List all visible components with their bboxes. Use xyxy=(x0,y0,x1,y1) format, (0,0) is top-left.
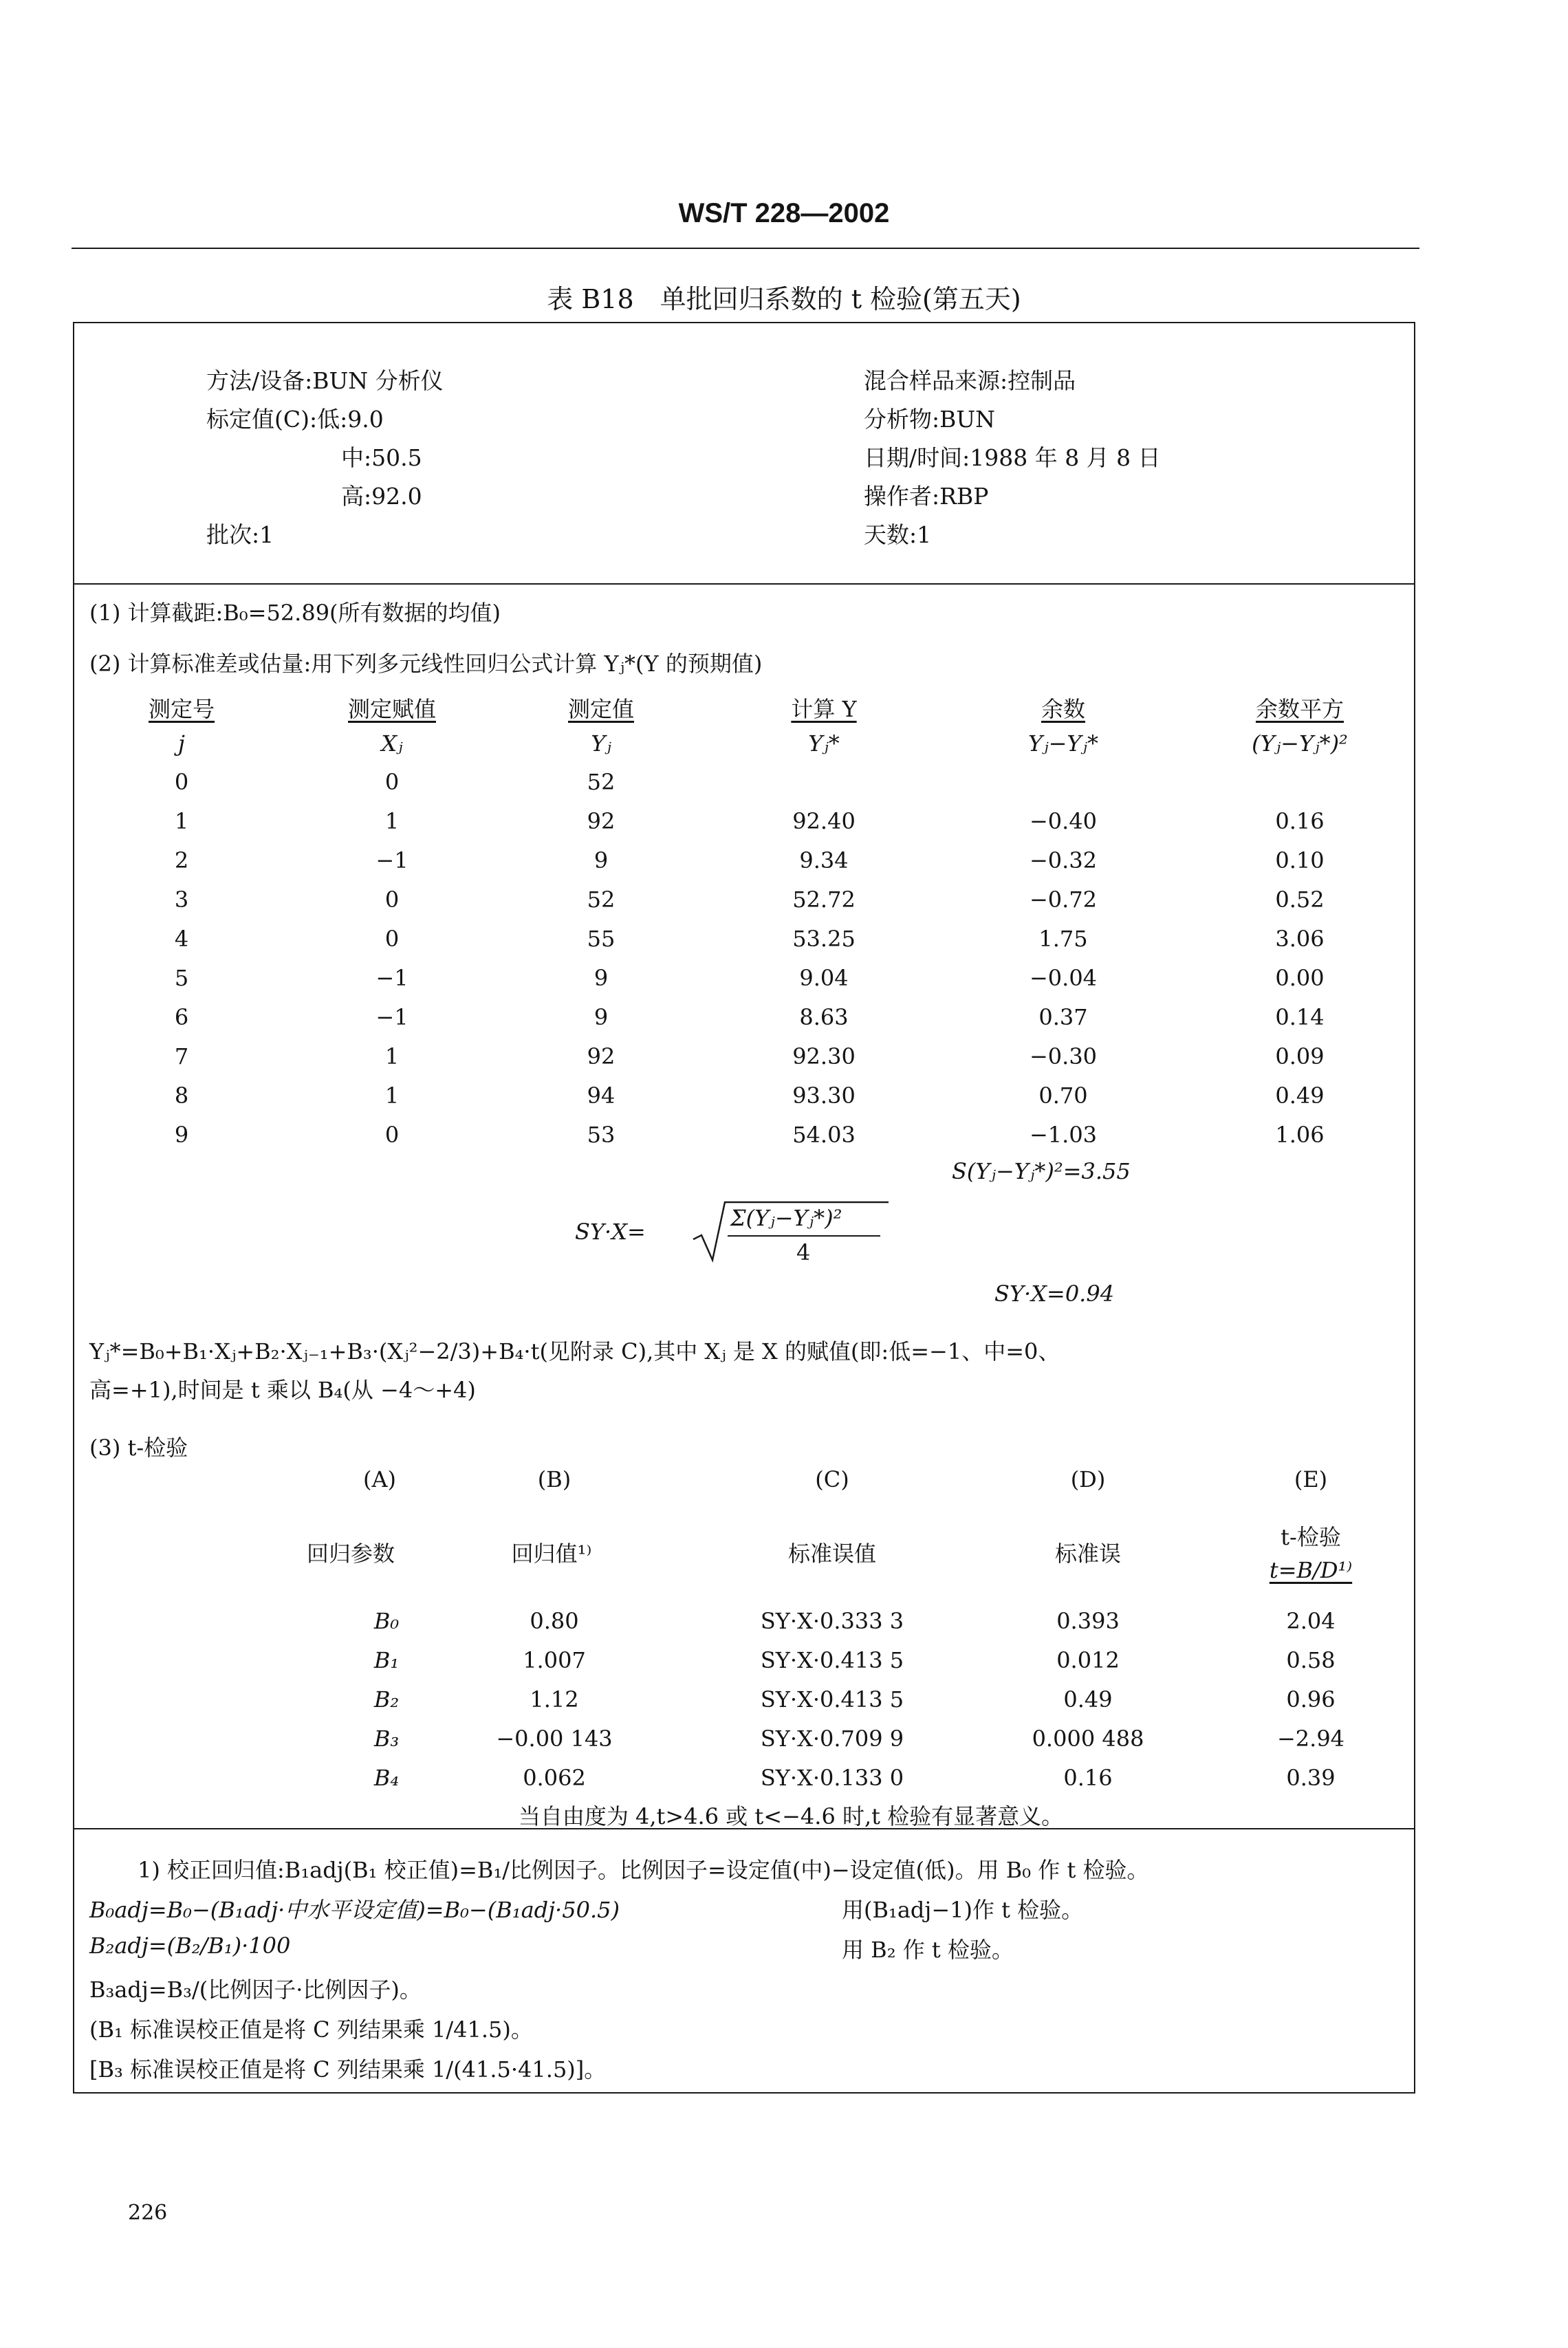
table-row xyxy=(0,1004,1568,1034)
cell-t: 2.04 xyxy=(1286,1608,1336,1634)
footnote-line-2b: 用(B₁adj−1)作 t 检验。 xyxy=(842,1897,1084,1923)
document-id: WS/T 228—2002 xyxy=(678,198,890,228)
info-calibration-low: 标定值(C):低:9.0 xyxy=(206,406,384,433)
cell-calculated: 9.04 xyxy=(799,965,849,991)
reg-header-residual: 余数 xyxy=(1041,696,1086,722)
cell-residual-sq: 0.09 xyxy=(1275,1043,1325,1069)
cell-value: 0.062 xyxy=(523,1765,586,1791)
table-row xyxy=(0,926,1568,956)
cell-residual-sq: 0.49 xyxy=(1275,1083,1325,1109)
formula-denominator: 4 xyxy=(796,1239,811,1265)
reg-table-subheader xyxy=(0,730,1568,761)
cell-residual: 0.70 xyxy=(1038,1083,1088,1109)
cell-measured: 52 xyxy=(587,769,616,795)
cell-residual: −0.40 xyxy=(1029,808,1098,834)
t-header-value: 回归值¹⁾ xyxy=(511,1541,592,1567)
info-calibration-mid: 中:50.5 xyxy=(341,444,422,471)
footnote-line-3b: 用 B₂ 作 t 检验。 xyxy=(842,1937,1014,1963)
reg-sub-residual-sq: (Yⱼ−Yⱼ*)² xyxy=(1252,730,1348,757)
table-row xyxy=(0,847,1568,878)
cell-param: B₂ xyxy=(373,1686,400,1713)
cell-residual-sq: 0.52 xyxy=(1275,887,1325,913)
cell-measured: 9 xyxy=(594,965,609,991)
col-letter-e: (E) xyxy=(1294,1466,1328,1492)
cell-measured: 92 xyxy=(587,1043,616,1069)
cell-se: 0.393 xyxy=(1056,1608,1120,1634)
cell-measured: 94 xyxy=(587,1083,616,1109)
table-title: 表 B18 单批回归系数的 t 检验(第五天) xyxy=(547,284,1021,314)
table-row xyxy=(0,1686,1568,1717)
reg-sub-residual: Yⱼ−Yⱼ* xyxy=(1028,730,1098,757)
cell-assigned: 0 xyxy=(384,887,400,913)
info-analyte: 分析物:BUN xyxy=(864,406,996,433)
cell-index: 1 xyxy=(174,808,189,834)
cell-residual: 1.75 xyxy=(1038,926,1088,952)
cell-residual-sq: 0.10 xyxy=(1275,847,1325,873)
cell-se: 0.49 xyxy=(1063,1686,1113,1713)
cell-t: −2.94 xyxy=(1276,1726,1345,1752)
t-table-letters xyxy=(0,1466,1568,1497)
formula-numerator: Σ(Yⱼ−Yⱼ*)² xyxy=(730,1205,842,1231)
table-row xyxy=(0,1765,1568,1795)
cell-residual-sq: 1.06 xyxy=(1275,1122,1325,1148)
table-row xyxy=(0,1647,1568,1677)
info-separator xyxy=(73,583,1415,585)
reg-sub-y: Yⱼ xyxy=(591,730,611,757)
info-days: 天数:1 xyxy=(864,521,932,548)
cell-value: −0.00 143 xyxy=(496,1726,613,1752)
cell-assigned: −1 xyxy=(375,965,409,991)
cell-assigned: 0 xyxy=(384,769,400,795)
cell-value: 1.007 xyxy=(523,1647,586,1673)
step-2-heading: (2) 计算标准差或估量:用下列多元线性回归公式计算 Yⱼ*(Y 的预期值) xyxy=(89,651,763,677)
reg-header-calculated: 计算 Y xyxy=(791,696,857,722)
cell-assigned: −1 xyxy=(375,847,409,873)
cell-param: B₀ xyxy=(373,1608,400,1634)
cell-residual-sq: 0.16 xyxy=(1275,808,1325,834)
cell-residual-sq: 3.06 xyxy=(1275,926,1325,952)
cell-value: 1.12 xyxy=(530,1686,579,1713)
cell-index: 5 xyxy=(174,965,189,991)
cell-assigned: 1 xyxy=(384,1083,400,1109)
cell-param: B₁ xyxy=(373,1647,400,1673)
cell-index: 7 xyxy=(174,1043,189,1069)
table-row xyxy=(0,1608,1568,1638)
cell-t: 0.96 xyxy=(1286,1686,1336,1713)
cell-se: 0.012 xyxy=(1056,1647,1120,1673)
reg-table-header xyxy=(0,692,1568,722)
reg-sub-ystar: Yⱼ* xyxy=(808,730,840,757)
cell-index: 4 xyxy=(174,926,189,952)
cell-calculated: 53.25 xyxy=(792,926,856,952)
info-operator: 操作者:RBP xyxy=(864,483,989,510)
footnote-line-1: 1) 校正回归值:B₁adj(B₁ 校正值)=B₁/比例因子。比例因子=设定值(中)−设定值(低)。用 B₀ 作 t 检验。 xyxy=(138,1857,1149,1883)
reg-sub-x: Xⱼ xyxy=(381,730,403,757)
model-line-2: 高=+1),时间是 t 乘以 B₄(从 −4～+4) xyxy=(89,1377,476,1403)
cell-index: 8 xyxy=(174,1083,189,1109)
t-header-se: 标准误 xyxy=(1054,1541,1122,1567)
table-row xyxy=(0,1043,1568,1074)
table-row xyxy=(0,808,1568,838)
reg-header-index: 测定号 xyxy=(148,696,215,722)
reg-header-residual-sq: 余数平方 xyxy=(1255,696,1344,722)
cell-residual: −0.32 xyxy=(1029,847,1098,873)
reg-header-measured: 测定值 xyxy=(567,696,635,722)
cell-calculated: 52.72 xyxy=(792,887,856,913)
table-row xyxy=(0,769,1568,799)
cell-param: B₃ xyxy=(373,1726,400,1752)
cell-assigned: 0 xyxy=(384,1122,400,1148)
table-row xyxy=(0,1083,1568,1113)
cell-residual-sq: 0.14 xyxy=(1275,1004,1325,1030)
footnote-line-5: (B₁ 标准误校正值是将 C 列结果乘 1/41.5)。 xyxy=(89,2017,533,2043)
cell-index: 9 xyxy=(174,1122,189,1148)
footnote-line-3a: B₂adj=(B₂/B₁)·100 xyxy=(89,1933,291,1959)
cell-measured: 52 xyxy=(587,887,616,913)
cell-residual: −0.72 xyxy=(1029,887,1098,913)
footnote-line-2a: B₀adj=B₀−(B₁adj·中水平设定值)=B₀−(B₁adj·50.5) xyxy=(89,1897,620,1923)
info-sample-source: 混合样品来源:控制品 xyxy=(864,367,1076,394)
footnote-line-6: [B₃ 标准误校正值是将 C 列结果乘 1/(41.5·41.5)]。 xyxy=(89,2056,607,2083)
cell-assigned: −1 xyxy=(375,1004,409,1030)
residual-sum: S(Yⱼ−Yⱼ*)²=3.55 xyxy=(952,1158,1131,1184)
cell-param: B₄ xyxy=(373,1765,400,1791)
cell-value: 0.80 xyxy=(530,1608,579,1634)
t-header-se-value: 标准误值 xyxy=(787,1541,877,1567)
reg-header-assigned: 测定赋值 xyxy=(347,696,437,722)
cell-assigned: 0 xyxy=(384,926,400,952)
cell-calculated: 93.30 xyxy=(792,1083,856,1109)
cell-calculated: 9.34 xyxy=(799,847,849,873)
formula-lhs: SY·X= xyxy=(575,1219,646,1245)
cell-measured: 9 xyxy=(594,1004,609,1030)
footnote-line-4: B₃adj=B₃/(比例因子·比例因子)。 xyxy=(89,1977,422,2003)
cell-measured: 55 xyxy=(587,926,616,952)
cell-se-value: SY·X·0.709 9 xyxy=(760,1726,904,1752)
info-date: 日期/时间:1988 年 8 月 8 日 xyxy=(864,444,1161,471)
cell-residual: −0.04 xyxy=(1029,965,1098,991)
cell-calculated: 92.30 xyxy=(792,1043,856,1069)
cell-index: 3 xyxy=(174,887,189,913)
cell-residual: −1.03 xyxy=(1029,1122,1098,1148)
cell-calculated: 54.03 xyxy=(792,1122,856,1148)
cell-calculated: 8.63 xyxy=(799,1004,849,1030)
page-number: 226 xyxy=(128,2201,168,2225)
cell-index: 2 xyxy=(174,847,189,873)
step-3-heading: (3) t-检验 xyxy=(89,1435,188,1461)
cell-se-value: SY·X·0.333 3 xyxy=(760,1608,904,1634)
cell-se-value: SY·X·0.413 5 xyxy=(760,1686,904,1713)
header-rule xyxy=(72,248,1419,249)
reg-sub-j: j xyxy=(178,730,185,757)
cell-se-value: SY·X·0.413 5 xyxy=(760,1647,904,1673)
table-row xyxy=(0,1122,1568,1152)
cell-measured: 92 xyxy=(587,808,616,834)
info-method: 方法/设备:BUN 分析仪 xyxy=(206,367,444,394)
table-row xyxy=(0,887,1568,917)
t-header-ttest: t-检验 xyxy=(1281,1524,1341,1550)
cell-se-value: SY·X·0.133 0 xyxy=(760,1765,904,1791)
cell-se: 0.16 xyxy=(1063,1765,1113,1791)
col-letter-d: (D) xyxy=(1070,1466,1106,1492)
cell-residual-sq: 0.00 xyxy=(1275,965,1325,991)
cell-assigned: 1 xyxy=(384,1043,400,1069)
cell-assigned: 1 xyxy=(384,808,400,834)
col-letter-c: (C) xyxy=(815,1466,849,1492)
step-1-intercept: (1) 计算截距:B₀=52.89(所有数据的均值) xyxy=(89,600,501,626)
col-letter-b: (B) xyxy=(537,1466,571,1492)
cell-index: 0 xyxy=(174,769,189,795)
info-batch: 批次:1 xyxy=(206,521,274,548)
cell-t: 0.58 xyxy=(1286,1647,1336,1673)
cell-se: 0.000 488 xyxy=(1032,1726,1144,1752)
t-header-param: 回归参数 xyxy=(306,1541,395,1567)
significance-note: 当自由度为 4,t>4.6 或 t<−4.6 时,t 检验有显著意义。 xyxy=(518,1803,1064,1829)
col-letter-a: (A) xyxy=(362,1466,397,1492)
cell-t: 0.39 xyxy=(1286,1765,1336,1791)
table-row xyxy=(0,1726,1568,1756)
info-calibration-high: 高:92.0 xyxy=(341,483,422,510)
cell-index: 6 xyxy=(174,1004,189,1030)
table-row xyxy=(0,965,1568,995)
t-header-formula: t=B/D¹⁾ xyxy=(1269,1557,1353,1583)
model-line-1: Yⱼ*=B₀+B₁·Xⱼ+B₂·Xⱼ₋₁+B₃·(Xⱼ²−2/3)+B₄·t(见附录 C),其中 Xⱼ 是 X 的赋值(即:低=−1、中=0、 xyxy=(89,1338,1060,1365)
cell-calculated: 92.40 xyxy=(792,808,856,834)
fraction-bar xyxy=(728,1235,880,1237)
cell-measured: 9 xyxy=(594,847,609,873)
cell-residual: −0.30 xyxy=(1029,1043,1098,1069)
cell-measured: 53 xyxy=(587,1122,616,1148)
formula-result: SY·X=0.94 xyxy=(994,1281,1115,1307)
cell-residual: 0.37 xyxy=(1038,1004,1088,1030)
